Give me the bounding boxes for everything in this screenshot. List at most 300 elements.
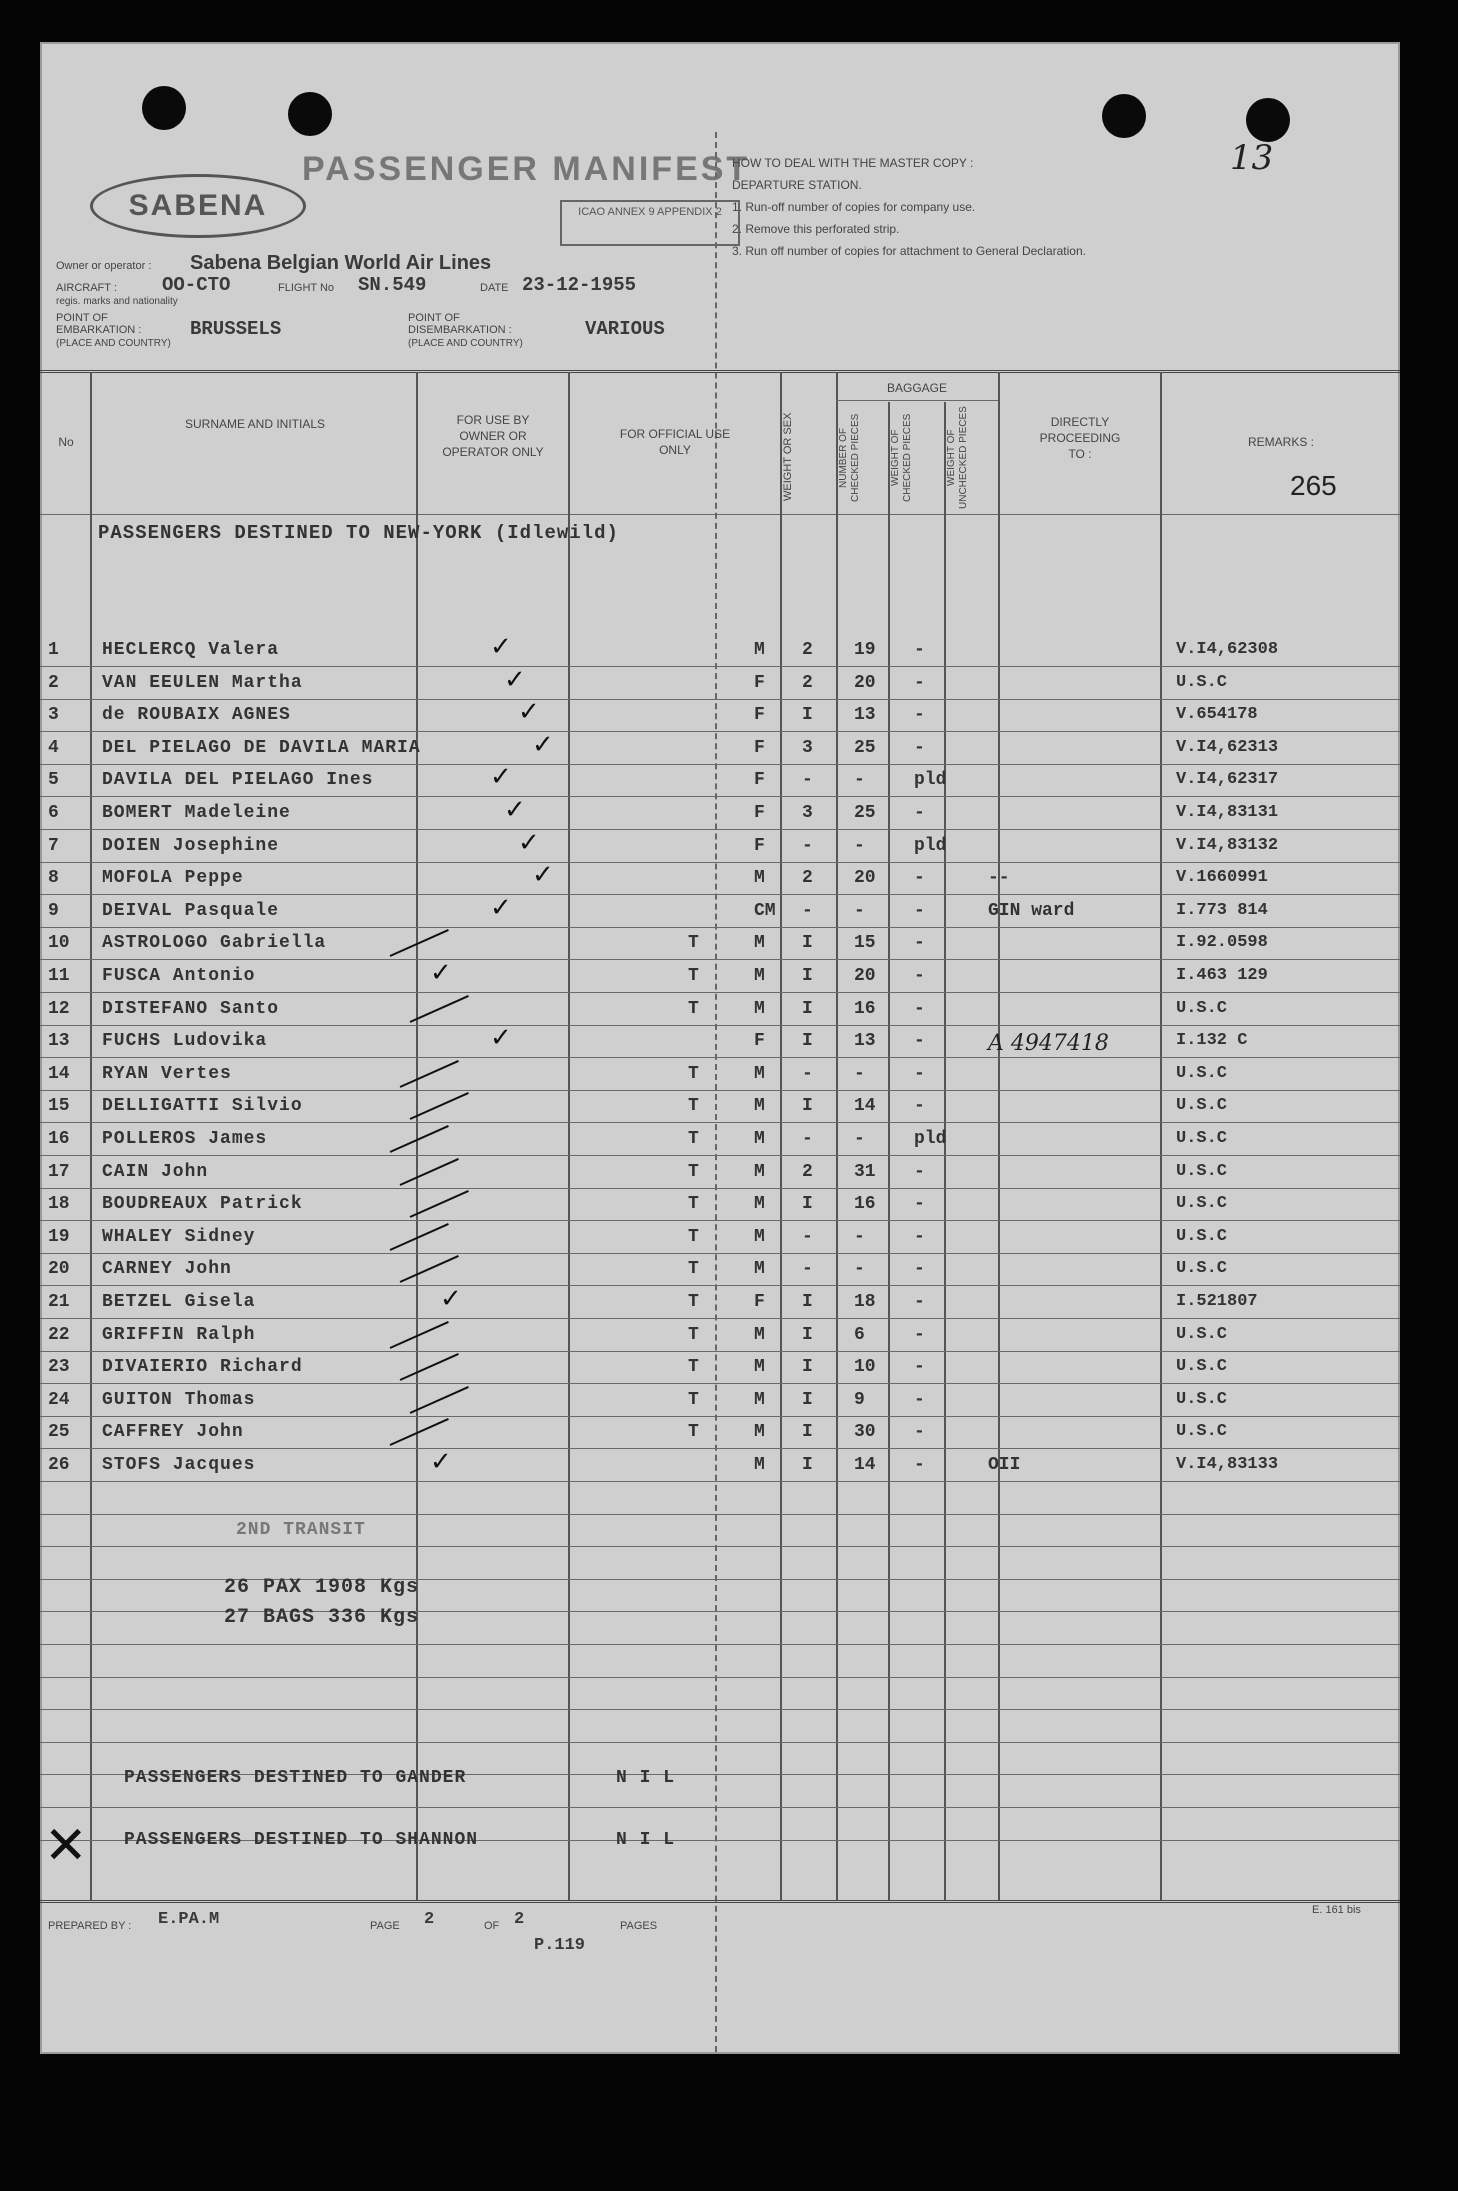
prepared-value: E.PA.M (158, 1910, 220, 1929)
column-divider (1160, 372, 1162, 1900)
pieces-value: I (802, 1292, 813, 1312)
remarks-value: U.S.C (1176, 1096, 1228, 1116)
row-number: 12 (48, 998, 70, 1019)
col-surname: SURNAME AND INITIALS (184, 417, 326, 431)
weight-value: - (854, 770, 865, 791)
weight-value: - (854, 1226, 865, 1247)
remarks-value: I.463 129 (1176, 966, 1268, 985)
row-rule (40, 992, 1400, 993)
punch-hole-icon (1102, 94, 1146, 138)
col-baggage: BAGGAGE (886, 381, 948, 395)
remarks-value: V.I4,83133 (1176, 1455, 1279, 1474)
check-mark-icon: ✓ (490, 892, 512, 923)
passenger-name: BOMERT Madeleine (102, 803, 291, 823)
remarks-value: I.132 C (1176, 1031, 1248, 1051)
how-to-box (732, 152, 1086, 262)
weight-value: 20 (854, 868, 876, 889)
date-value: 23-12-1955 (522, 274, 637, 296)
remarks-value: I.773 814 (1176, 900, 1268, 920)
col-directly: DIRECTLY PROCEEDING TO : (1039, 415, 1121, 461)
remarks-value: U.S.C (1176, 1324, 1228, 1344)
row-rule (40, 1677, 1400, 1678)
annex-label: ICAO ANNEX 9 APPENDIX 2 (578, 206, 722, 218)
row-rule (40, 1285, 1400, 1286)
col-pieces: NUMBER OF CHECKED PIECES (838, 413, 861, 503)
passenger-name: DIVAIERIO Richard (102, 1357, 303, 1378)
row-number: 8 (48, 868, 59, 889)
remarks-value: U.S.C (1176, 1357, 1228, 1377)
col-owner-use: FOR USE BY OWNER OR OPERATOR ONLY (442, 413, 544, 459)
remarks-value: I.521807 (1176, 1292, 1258, 1311)
transit-mark: T (688, 1161, 699, 1182)
row-rule (40, 1351, 1400, 1352)
how-to-title: HOW TO DEAL WITH THE MASTER COPY : (732, 156, 974, 170)
column-divider (998, 372, 1000, 1900)
sex-value: M (754, 1096, 765, 1117)
row-number: 17 (48, 1161, 70, 1182)
sex-value: M (754, 1161, 765, 1182)
unchecked-value: - (914, 1455, 925, 1475)
pieces-value: I (802, 1422, 813, 1443)
transit-mark: T (688, 998, 699, 1019)
row-number: 5 (48, 770, 59, 791)
annex-box (560, 200, 740, 246)
row-rule (40, 1220, 1400, 1221)
check-stroke-icon (410, 1092, 469, 1120)
passenger-name: STOFS Jacques (102, 1455, 256, 1475)
pieces-value: I (802, 1031, 813, 1052)
check-mark-icon: ✓ (518, 697, 540, 728)
unchecked-value: - (914, 1031, 925, 1052)
pieces-value: I (802, 705, 813, 726)
row-rule (40, 1416, 1400, 1417)
row-rule (40, 829, 1400, 830)
check-stroke-icon (390, 1125, 449, 1153)
unchecked-value: - (914, 1292, 925, 1312)
how-to-subtitle: DEPARTURE STATION. (732, 178, 862, 192)
weight-value: 13 (854, 1031, 876, 1052)
check-mark-icon: ✓ (504, 795, 526, 825)
weight-value: 31 (854, 1161, 876, 1182)
row-rule (40, 1807, 1400, 1808)
sex-value: F (754, 835, 765, 856)
remarks-value: V.1660991 (1176, 868, 1268, 888)
pieces-value: - (802, 1063, 813, 1084)
row-rule (40, 731, 1400, 732)
row-number: 21 (48, 1292, 70, 1312)
passenger-name: CARNEY John (102, 1259, 232, 1280)
shannon-section-value: N I L (616, 1830, 676, 1850)
row-number: 18 (48, 1194, 70, 1215)
col-remarks: REMARKS : (1247, 435, 1314, 449)
column-divider (780, 372, 782, 1900)
aircraft-sub-label: regis. marks and nationality (56, 296, 178, 307)
check-stroke-icon (390, 1321, 449, 1349)
remarks-value: U.S.C (1176, 1161, 1228, 1181)
column-divider (416, 372, 418, 1900)
how-to-step: 2. Remove this perforated strip. (732, 222, 900, 236)
passenger-name: HECLERCQ Valera (102, 640, 280, 660)
row-rule (40, 1514, 1400, 1515)
row-number: 26 (48, 1455, 70, 1475)
weight-value: 16 (854, 1194, 876, 1215)
page-value: 2 (424, 1910, 435, 1929)
passenger-name: DAVILA DEL PIELAGO Ines (102, 770, 374, 791)
pieces-value: - (802, 835, 813, 856)
check-mark-icon: ✓ (490, 632, 512, 662)
unchecked-value: pld (914, 1129, 947, 1149)
check-stroke-icon (410, 995, 469, 1023)
perforation-line (715, 132, 717, 2052)
check-mark-icon: ✓ (490, 762, 512, 793)
weight-value: 13 (854, 705, 876, 726)
row-rule (40, 699, 1400, 700)
weight-value: 10 (854, 1357, 876, 1378)
pieces-value: I (802, 1455, 813, 1475)
sex-value: M (754, 1129, 765, 1149)
airline-logo: SABENA (90, 174, 306, 238)
remarks-value: V.I4,62317 (1176, 770, 1279, 790)
passenger-name: DEL PIELAGO DE DAVILA MARIA (102, 737, 421, 758)
punch-hole-icon (142, 86, 186, 130)
passenger-name: POLLEROS James (102, 1129, 268, 1149)
weight-value: 9 (854, 1389, 865, 1410)
col-weight-or-sex: WEIGHT OR SEX (782, 412, 794, 502)
transit-mark: T (688, 1129, 699, 1149)
embark-label: POINT OF EMBARKATION : (56, 312, 142, 336)
column-divider (568, 372, 570, 1900)
page-title: PASSENGER MANIFEST (302, 150, 751, 188)
remarks-value: I.92.0598 (1176, 933, 1268, 953)
sex-value: M (754, 966, 765, 986)
check-stroke-icon (400, 1255, 459, 1283)
unchecked-value: - (914, 1194, 925, 1215)
remarks-value: V.I4,83132 (1176, 835, 1279, 855)
pieces-value: - (802, 1259, 813, 1280)
row-number: 2 (48, 672, 59, 693)
directly-value: GIN ward (988, 900, 1075, 921)
pieces-value: I (802, 1324, 813, 1345)
flight-label: FLIGHT No (278, 282, 335, 294)
header-bottom-rule (40, 514, 1400, 515)
transit-mark: T (688, 1422, 699, 1443)
pieces-value: - (802, 1226, 813, 1247)
row-rule (40, 959, 1400, 960)
remarks-value: U.S.C (1176, 1129, 1228, 1148)
col-checked-weight: WEIGHT OF CHECKED PIECES (890, 413, 913, 503)
passenger-name: DEIVAL Pasquale (102, 900, 280, 921)
check-mark-icon: ✓ (532, 860, 554, 891)
row-rule (40, 1318, 1400, 1319)
row-number: 19 (48, 1226, 70, 1247)
row-number: 22 (48, 1324, 70, 1345)
date-label: DATE (480, 282, 509, 294)
passenger-name: CAFFREY John (102, 1422, 244, 1443)
punch-hole-icon (1246, 98, 1290, 142)
col-unchecked-weight: WEIGHT OF UNCHECKED PIECES (946, 406, 969, 510)
row-rule (40, 1090, 1400, 1091)
transit-mark: T (688, 1096, 699, 1117)
unchecked-value: - (914, 1161, 925, 1182)
passenger-name: DELLIGATTI Silvio (102, 1096, 303, 1117)
pieces-value: I (802, 998, 813, 1019)
sex-value: M (754, 640, 765, 660)
disembark-value: VARIOUS (585, 318, 665, 340)
unchecked-value: - (914, 803, 925, 823)
passenger-name: FUSCA Antonio (102, 966, 256, 986)
directly-value: -- (988, 868, 1010, 889)
sex-value: M (754, 868, 765, 889)
passenger-name: DISTEFANO Santo (102, 998, 280, 1019)
row-number: 15 (48, 1096, 70, 1117)
check-stroke-icon (390, 1418, 449, 1446)
aircraft-value: OO-CTO (162, 274, 231, 296)
remarks-number: 265 (1290, 470, 1337, 501)
disembark-sub-label: (PLACE AND COUNTRY) (408, 338, 523, 349)
row-rule (40, 862, 1400, 863)
pages-label: PAGES (620, 1920, 658, 1932)
sex-value: M (754, 1259, 765, 1280)
pieces-value: I (802, 966, 813, 986)
transit-mark: T (688, 1357, 699, 1378)
check-stroke-icon (410, 1190, 469, 1218)
manifest-sheet (40, 42, 1400, 2054)
sex-value: M (754, 1063, 765, 1084)
unchecked-value: - (914, 998, 925, 1019)
check-stroke-icon (390, 929, 449, 957)
check-mark-icon: ✓ (430, 958, 452, 988)
unchecked-value: - (914, 1226, 925, 1247)
transit-mark: T (688, 1063, 699, 1084)
weight-value: - (854, 900, 865, 921)
sex-value: M (754, 1324, 765, 1345)
check-stroke-icon (410, 1386, 469, 1414)
flight-value: SN.549 (358, 274, 427, 296)
unchecked-value: - (914, 966, 925, 986)
weight-value: 20 (854, 672, 876, 693)
totals-heading: 2ND TRANSIT (236, 1520, 366, 1540)
remarks-value: U.S.C (1176, 1063, 1228, 1083)
pieces-value: I (802, 1194, 813, 1215)
remarks-value: V.I4,83131 (1176, 803, 1279, 822)
row-rule (40, 1481, 1400, 1482)
sex-value: M (754, 998, 765, 1019)
pieces-value: - (802, 900, 813, 921)
weight-value: 15 (854, 933, 876, 954)
transit-mark: T (688, 1324, 699, 1345)
row-rule (40, 894, 1400, 895)
gander-section-value: N I L (616, 1768, 676, 1788)
column-divider (90, 372, 92, 1900)
remarks-value: U.S.C (1176, 672, 1228, 692)
row-rule (40, 1025, 1400, 1026)
row-number: 11 (48, 966, 70, 986)
of-value: 2 (514, 1910, 525, 1929)
unchecked-value: - (914, 1324, 925, 1345)
unchecked-value: - (914, 1096, 925, 1117)
sex-value: F (754, 770, 765, 791)
gander-section-label: PASSENGERS DESTINED TO GANDER (124, 1768, 467, 1788)
sex-value: M (754, 933, 765, 954)
unchecked-value: - (914, 1389, 925, 1410)
remarks-value: V.654178 (1176, 705, 1258, 725)
passenger-name: FUCHS Ludovika (102, 1031, 268, 1052)
check-stroke-icon (390, 1223, 449, 1251)
sex-value: M (754, 1389, 765, 1410)
row-rule (40, 666, 1400, 667)
row-number: 23 (48, 1357, 70, 1378)
how-to-step: 1. Run-off number of copies for company use. (732, 200, 976, 214)
unchecked-value: - (914, 900, 925, 921)
weight-value: - (854, 835, 865, 856)
row-number: 20 (48, 1259, 70, 1280)
row-rule (40, 1546, 1400, 1547)
pieces-value: 2 (802, 640, 813, 660)
sex-value: M (754, 1357, 765, 1378)
row-rule (40, 1057, 1400, 1058)
sex-value: F (754, 803, 765, 823)
pieces-value: - (802, 770, 813, 791)
row-number: 6 (48, 803, 59, 823)
passenger-name: DOIEN Josephine (102, 835, 280, 856)
sex-value: F (754, 737, 765, 758)
unchecked-value: pld (914, 770, 947, 791)
row-number: 14 (48, 1063, 70, 1084)
passenger-name: GUITON Thomas (102, 1389, 256, 1410)
unchecked-value: - (914, 672, 925, 693)
check-mark-icon: ✓ (430, 1447, 452, 1477)
unchecked-value: - (914, 1259, 925, 1280)
sex-value: F (754, 672, 765, 693)
directly-value: A 4947418 (988, 1031, 1109, 1057)
punch-hole-icon (288, 92, 332, 136)
row-number: 1 (48, 640, 59, 660)
transit-mark: T (688, 1226, 699, 1247)
column-divider (944, 402, 946, 1900)
weight-value: 25 (854, 737, 876, 758)
pieces-value: I (802, 1096, 813, 1117)
sex-value: F (754, 1292, 765, 1312)
sex-value: M (754, 1422, 765, 1443)
row-rule (40, 1253, 1400, 1254)
row-number: 7 (48, 835, 59, 856)
section-title: PASSENGERS DESTINED TO NEW-YORK (Idlewild) (98, 522, 619, 544)
sex-value: F (754, 1031, 765, 1052)
pieces-value: 2 (802, 1161, 813, 1182)
row-number: 10 (48, 933, 70, 954)
row-rule (40, 1383, 1400, 1384)
pieces-value: - (802, 1129, 813, 1149)
pieces-value: 3 (802, 803, 813, 823)
column-divider (836, 372, 838, 1900)
row-number: 4 (48, 737, 59, 758)
of-label: OF (484, 1920, 500, 1932)
unchecked-value: - (914, 868, 925, 889)
unchecked-value: - (914, 737, 925, 758)
sex-value: CM (754, 900, 776, 921)
sex-value: F (754, 705, 765, 726)
unchecked-value: - (914, 1063, 925, 1084)
row-rule (40, 1448, 1400, 1449)
row-number: 3 (48, 705, 59, 726)
unchecked-value: - (914, 705, 925, 726)
row-rule (40, 796, 1400, 797)
row-number: 16 (48, 1129, 70, 1149)
weight-value: 20 (854, 966, 876, 986)
passenger-name: CAIN John (102, 1161, 209, 1182)
page-label: PAGE (370, 1920, 400, 1932)
check-mark-icon: ✓ (504, 664, 526, 695)
remarks-value: U.S.C (1176, 1389, 1228, 1409)
passenger-name: BOUDREAUX Patrick (102, 1194, 303, 1215)
row-rule (40, 1644, 1400, 1645)
row-rule (40, 927, 1400, 928)
transit-mark: T (688, 1292, 699, 1312)
pieces-value: I (802, 933, 813, 954)
weight-value: 18 (854, 1292, 876, 1312)
row-number: 24 (48, 1389, 70, 1410)
passenger-name: ASTROLOGO Gabriella (102, 933, 327, 954)
weight-value: 30 (854, 1422, 876, 1443)
weight-value: 25 (854, 803, 876, 823)
check-mark-icon: ✓ (440, 1284, 462, 1314)
passenger-name: BETZEL Gisela (102, 1292, 256, 1312)
table-bottom-rule (40, 1900, 1400, 1903)
weight-value: 14 (854, 1096, 876, 1117)
transit-mark: T (688, 1389, 699, 1410)
weight-value: 19 (854, 640, 876, 660)
passenger-name: RYAN Vertes (102, 1063, 232, 1084)
form-code: E. 161 bis (1312, 1904, 1361, 1916)
handwritten-page-number: 13 (1230, 138, 1274, 178)
remarks-value: U.S.C (1176, 1226, 1228, 1246)
col-no: No (58, 435, 74, 449)
prepared-label: PREPARED BY : (48, 1920, 132, 1932)
unchecked-value: pld (914, 835, 947, 856)
totals-pax: 26 PAX 1908 Kgs (224, 1576, 420, 1599)
row-rule (40, 1188, 1400, 1189)
passenger-name: MOFOLA Peppe (102, 868, 244, 889)
cross-mark-icon: ✕ (44, 1816, 88, 1876)
unchecked-value: - (914, 640, 925, 660)
check-stroke-icon (400, 1060, 459, 1088)
remarks-value: V.I4,62308 (1176, 640, 1279, 659)
row-number: 9 (48, 900, 59, 921)
remarks-value: U.S.C (1176, 1422, 1228, 1442)
row-number: 13 (48, 1031, 70, 1052)
directly-value: OII (988, 1455, 1021, 1475)
weight-value: - (854, 1063, 865, 1084)
owner-value: Sabena Belgian World Air Lines (190, 252, 492, 274)
weight-value: - (854, 1129, 865, 1149)
remarks-value: V.I4,62313 (1176, 737, 1279, 757)
check-stroke-icon (400, 1353, 459, 1381)
sex-value: M (754, 1226, 765, 1247)
weight-value: - (854, 1259, 865, 1280)
row-rule (40, 1742, 1400, 1743)
totals-bags: 27 BAGS 336 Kgs (224, 1606, 420, 1629)
embark-value: BRUSSELS (190, 318, 282, 340)
baggage-rule (836, 400, 998, 401)
transit-mark: T (688, 1259, 699, 1280)
remarks-value: U.S.C (1176, 998, 1228, 1018)
check-mark-icon: ✓ (518, 827, 540, 858)
remarks-value: U.S.C (1176, 1259, 1228, 1279)
pieces-value: I (802, 1389, 813, 1410)
remarks-value: U.S.C (1176, 1194, 1228, 1214)
col-official-use: FOR OFFICIAL USE ONLY (619, 427, 731, 457)
weight-value: 6 (854, 1324, 865, 1345)
